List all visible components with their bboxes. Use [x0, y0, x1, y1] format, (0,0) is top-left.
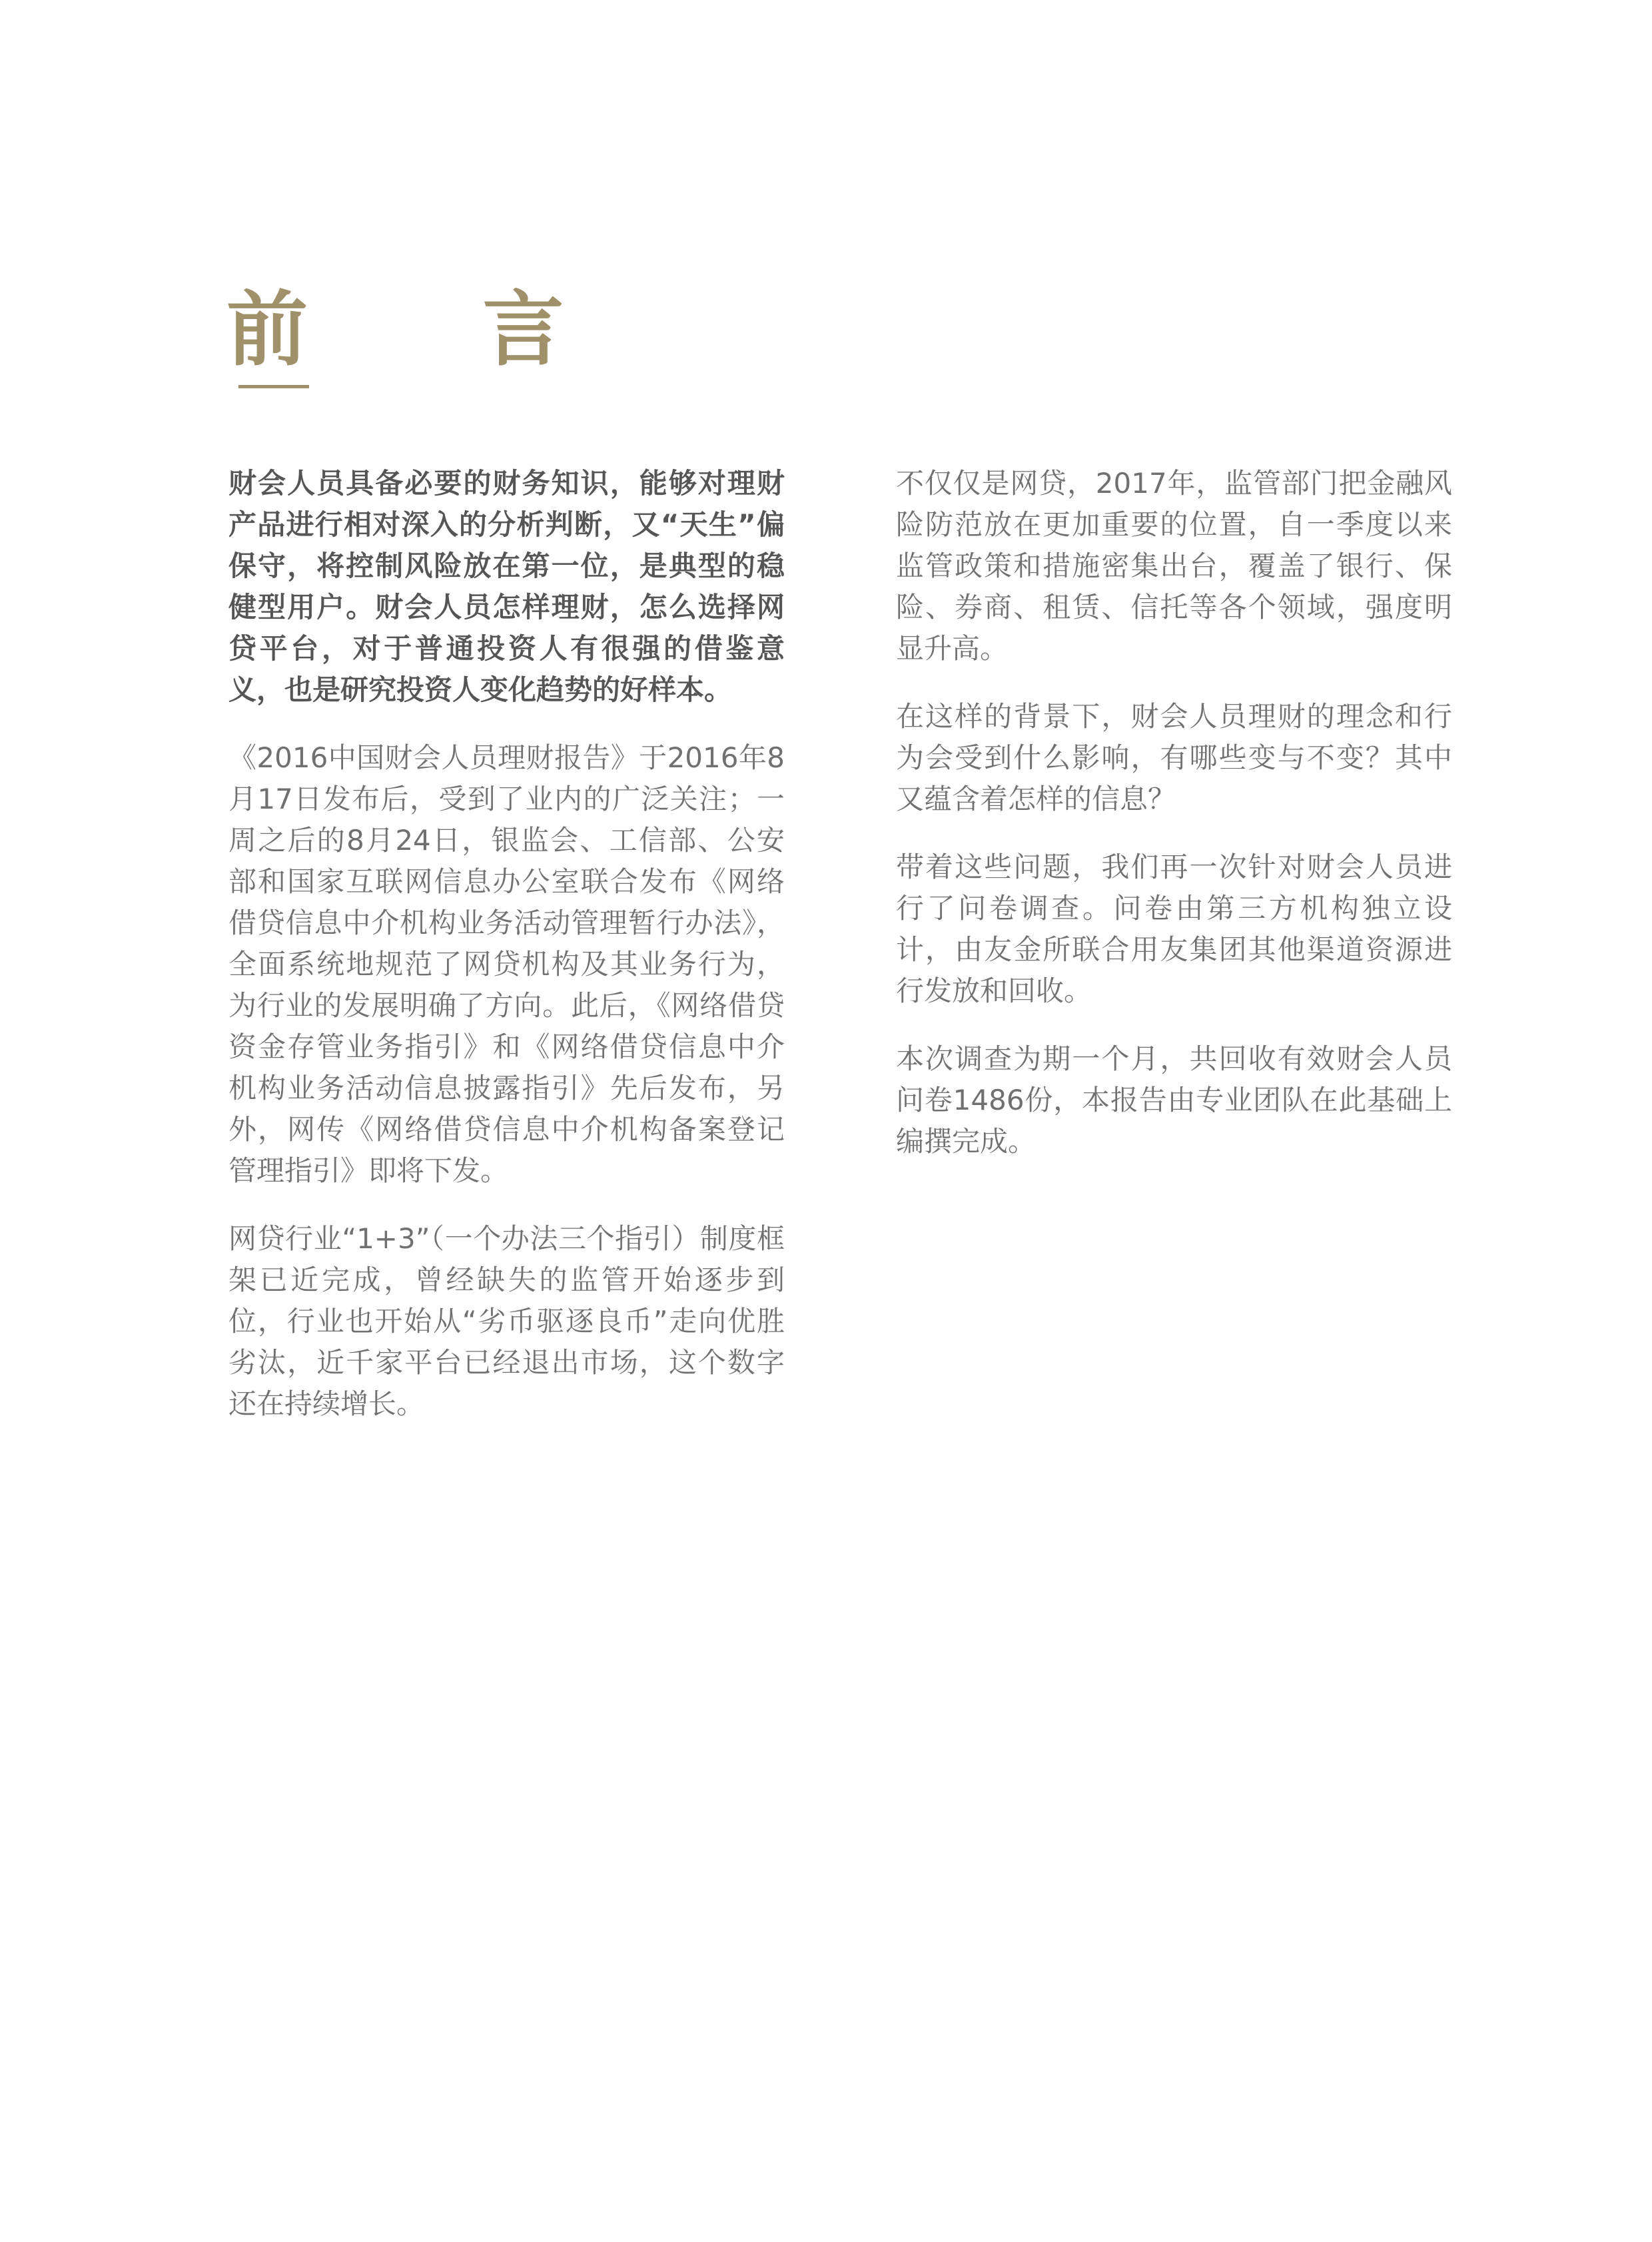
body-paragraph: 带着这些问题，我们再一次针对财会人员进行了问卷调查。问卷由第三方机构独立设计，由友金所联合用友集团其他渠道资源进行发放和回收。 [896, 851, 1452, 1007]
body-paragraph: 《2016中国财会人员理财报告》于2016年8月17日发布后，受到了业内的广泛关注；一周之后的8月24日，银监会、工信部、公安部和国家互联网信息办公室联合发布《网络借贷信息中介机构业务活动管理暂行办法》，全面系统地规范了网贷机构及其业务行为，为行业的发展明确了方向。此后，《网络借贷资金存管业务指引》和《网络借贷信息中介机构业务活动信息披露指引》先后发布，另外，网传《网络借贷信息中介机构备案登记管理指引》即将下发。 [228, 741, 785, 1187]
title-underline [238, 385, 309, 388]
body-paragraph: 本次调查为期一个月，共回收有效财会人员问卷1486份，本报告由专业团队在此基础上编撰完成。 [896, 1042, 1452, 1158]
left-column [228, 463, 785, 1451]
body-paragraph: 在这样的背景下，财会人员理财的理念和行为会受到什么影响，有哪些变与不变？其中又蕴含着怎样的信息？ [896, 700, 1452, 815]
right-column [896, 463, 1452, 1189]
page-title: 前 言 [226, 282, 637, 377]
body-paragraph: 网贷行业“1+3”（一个办法三个指引）制度框架已近完成，曾经缺失的监管开始逐步到位，行业也开始从“劣币驱逐良币”走向优胜劣汰，近千家平台已经退出市场，这个数字还在持续增长。 [228, 1222, 785, 1420]
lead-paragraph: 财会人员具备必要的财务知识，能够对理财产品进行相对深入的分析判断，又“天生”偏保守，将控制风险放在第一位，是典型的稳健型用户。财会人员怎样理财，怎么选择网贷平台，对于普通投资人有很强的借鉴意义，也是研究投资人变化趋势的好样本。 [228, 467, 785, 706]
body-paragraph: 不仅仅是网贷，2017年，监管部门把金融风险防范放在更加重要的位置，自一季度以来监管政策和措施密集出台，覆盖了银行、保险、券商、租赁、信托等各个领域，强度明显升高。 [896, 467, 1452, 665]
